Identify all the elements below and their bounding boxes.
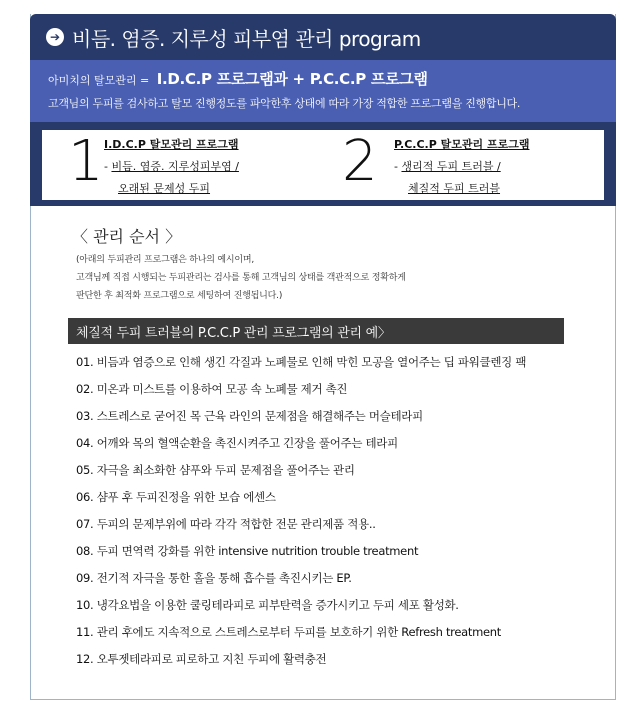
list-item: 02. 미온과 미스트를 이용하여 모공 속 노폐물 제거 촉진 (76, 382, 348, 396)
program-2-number: 2 (342, 129, 378, 194)
program-1-title: I.D.C.P 탈모관리 프로그램 (104, 138, 239, 151)
list-item: 08. 두피 면역력 강화를 위한 intensive nutrition trouble treatment (76, 544, 419, 558)
list-item: 07. 두피의 문제부위에 따라 각각 적합한 전문 관리제품 적용.. (76, 517, 376, 531)
order-note-3: 판단한 후 최적화 프로그램으로 세팅하여 진행됩니다.) (76, 291, 283, 301)
list-item: 01. 비듬과 염증으로 인해 생긴 각질과 노폐물로 인해 막힌 모공을 열어주는 딥 파워클렌징 팩 (76, 355, 527, 369)
program-2-title: P.C.C.P 탈모관리 프로그램 (394, 138, 530, 151)
order-title: 〈 관리 순서 〉 (72, 227, 182, 246)
intro-headline (48, 68, 616, 89)
list-item: 09. 전기적 자극을 통한 홀을 통해 흡수를 촉진시키는 EP. (76, 571, 352, 585)
example-title-bar: 체질적 두피 트러블의 P.C.C.P 관리 프로그램의 관리 예〉 (68, 318, 564, 344)
program-2-detail-2: 체질적 두피 트러블 (408, 182, 501, 195)
order-note-2: 고객님께 직접 시행되는 두피관리는 검사를 통해 고객님의 상태를 객관적으로 정확하게 (76, 273, 406, 283)
program-2-dash: - (394, 160, 402, 173)
list-item: 05. 자극을 최소화한 샴푸와 두피 문제점을 풀어주는 관리 (76, 463, 355, 477)
program-2-line2 (394, 158, 501, 174)
list-item: 03. 스트레스로 굳어진 목 근육 라인의 문제점을 해결해주는 머슬테라피 (76, 409, 423, 423)
intro-programs: I.D.C.P 프로그램과 + P.C.C.P 프로그램 (156, 70, 428, 88)
program-1-detail-1: 비듬. 염증. 지루성피부염 / (111, 160, 239, 173)
program-2-detail-1: 생리적 두피 트러블 / (401, 160, 501, 173)
program-1 (42, 130, 322, 200)
program-box (42, 130, 604, 200)
list-item: 04. 어깨와 목의 혈액순환을 촉진시켜주고 긴장을 풀어주는 테라피 (76, 436, 398, 450)
order-note-1: (아래의 두피관리 프로그램은 하나의 예시이며, (76, 255, 255, 265)
page-title: 비듬. 염증. 지루성 피부염 관리 program (72, 26, 421, 51)
list-item: 11. 관리 후에도 지속적으로 스트레스로부터 두피를 보호하기 위한 Refresh treatment (76, 625, 501, 639)
list-item: 10. 냉각요법을 이용한 쿨링테라피로 피부탄력을 증가시키고 두피 세포 활성화. (76, 598, 459, 612)
intro-description: 고객님의 두피를 검사하고 탈모 진행정도를 파악한후 상태에 따라 가장 적합한 프로그램을 진행합니다. (48, 97, 521, 110)
program-1-number: 1 (68, 129, 104, 194)
intro-band (30, 60, 616, 122)
steps-list (76, 354, 526, 678)
list-item: 12. 오투젯테라피로 피로하고 지친 두피에 활력충전 (76, 652, 327, 666)
program-1-dash: - (104, 160, 112, 173)
intro-prefix: 아미치의 탈모관리 = (48, 74, 150, 87)
program-2 (322, 130, 604, 200)
program-1-line2 (104, 158, 239, 174)
list-item: 06. 샴푸 후 두피진정을 위한 보습 에센스 (76, 490, 276, 504)
arrow-circle-right-icon: ➔ (46, 28, 64, 46)
header-bar (30, 14, 616, 60)
program-1-detail-2: 오래된 문제성 두피 (118, 182, 211, 195)
